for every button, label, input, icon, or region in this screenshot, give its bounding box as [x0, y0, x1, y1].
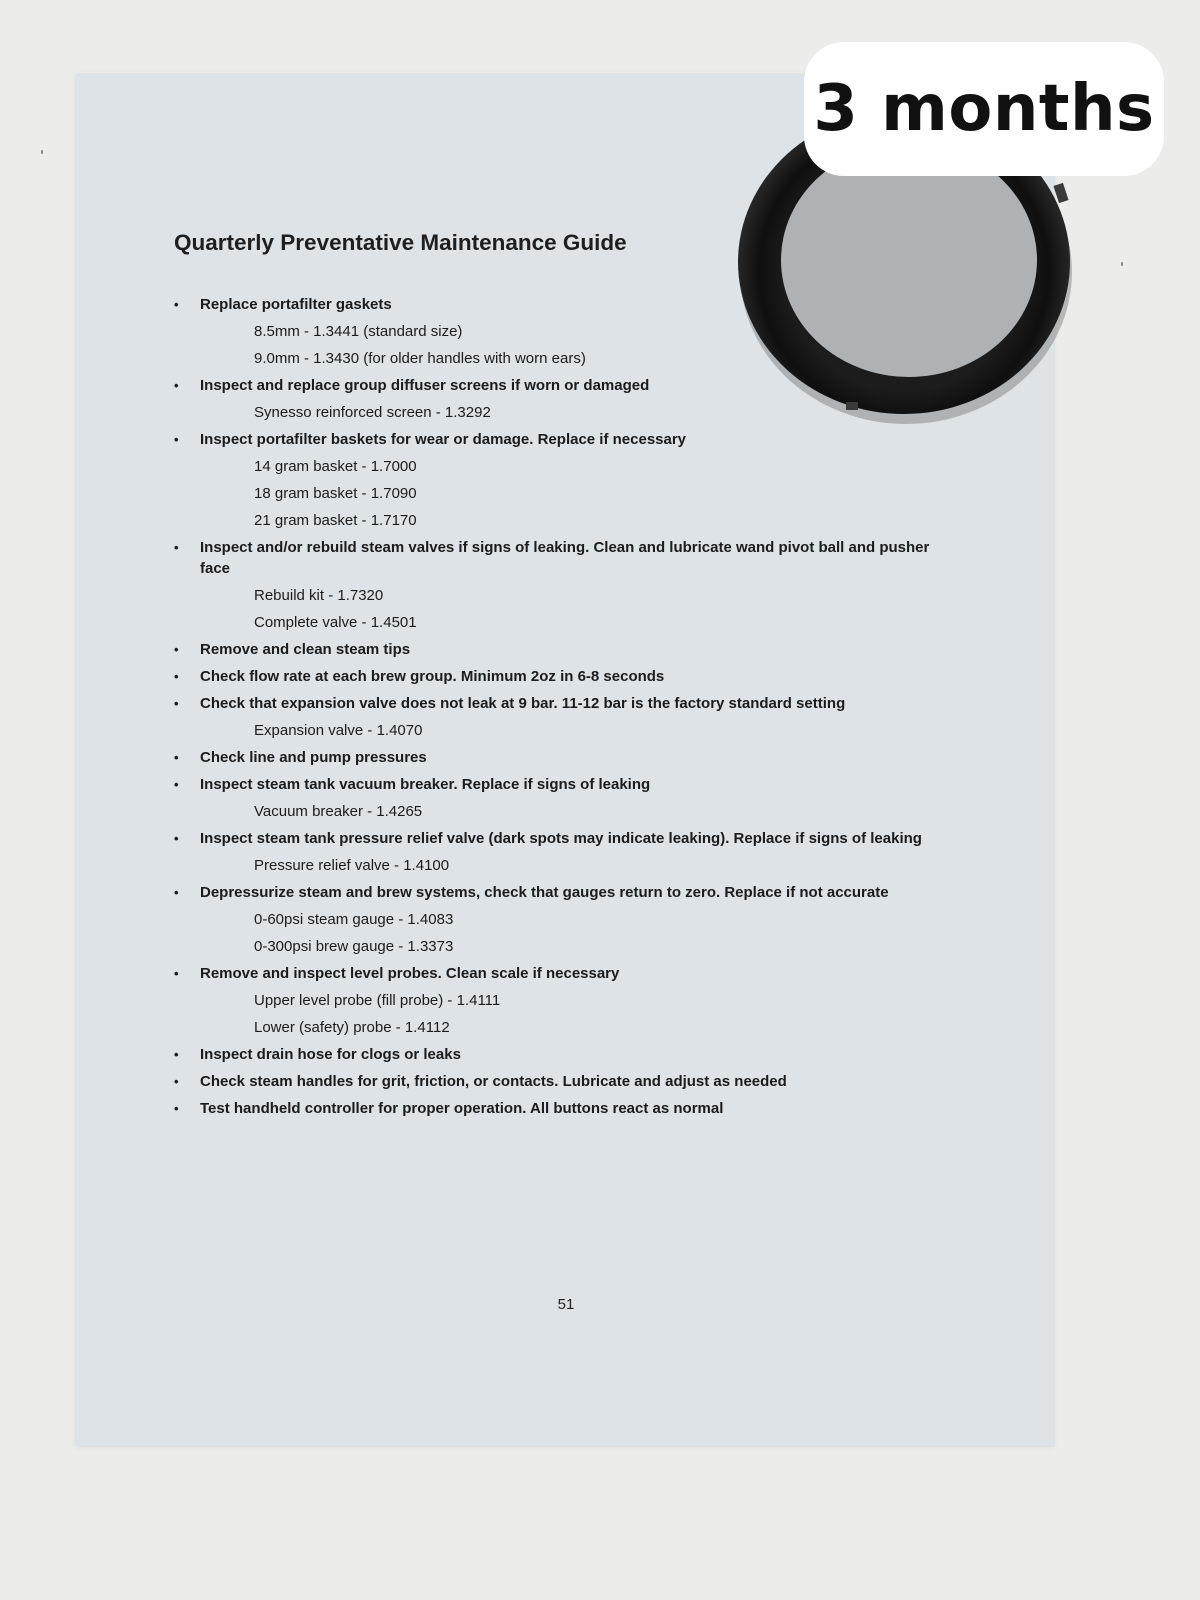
background-speck: [1121, 262, 1123, 266]
checklist-item-head: [170, 1042, 960, 1069]
page-number: 51: [557, 1296, 575, 1313]
checklist-item: [170, 691, 960, 745]
checklist-item-text: Inspect drain hose for clogs or leaks: [200, 1045, 461, 1063]
checklist-item-text: Inspect and replace group diffuser screens if worn or damaged: [200, 377, 650, 394]
part-number-line: 0-60psi steam gauge - 1.4083: [254, 910, 454, 928]
checklist-item-head: [170, 292, 960, 319]
part-number-line: 0-300psi brew gauge - 1.3373: [254, 937, 454, 955]
checklist-item: [170, 826, 960, 880]
part-number-line: Vacuum breaker - 1.4265: [254, 802, 423, 820]
part-number-line: 9.0mm - 1.3430 (for older handles with worn ears): [254, 350, 586, 367]
checklist-item: [170, 1069, 960, 1096]
checklist-item-head: [170, 745, 960, 772]
checklist-item: [170, 745, 960, 772]
bullet-icon: •: [174, 668, 179, 684]
checklist-item-text: Remove and clean steam tips: [200, 640, 411, 658]
checklist-item-text: Remove and inspect level probes. Clean scale if necessary: [200, 964, 620, 982]
part-number-line: 8.5mm - 1.3441 (standard size): [254, 323, 463, 340]
checklist-item: [170, 292, 960, 373]
part-number-line: Rebuild kit - 1.7320: [254, 586, 384, 604]
checklist-item: [170, 772, 960, 826]
checklist-item-text: Check line and pump pressures: [200, 748, 427, 766]
bullet-icon: •: [174, 641, 179, 657]
part-number-line: Pressure relief valve - 1.4100: [254, 856, 450, 874]
bullet-icon: •: [174, 884, 179, 900]
part-number-line: Synesso reinforced screen - 1.3292: [254, 404, 491, 421]
part-number-line: Complete valve - 1.4501: [254, 613, 417, 631]
checklist-item: [170, 535, 960, 637]
part-number-line: 18 gram basket - 1.7090: [254, 485, 417, 502]
checklist-item-text: Test handheld controller for proper operation. All buttons react as normal: [200, 1099, 724, 1117]
part-number-line: Expansion valve - 1.4070: [254, 721, 423, 739]
duration-badge-label: 3 months: [813, 72, 1155, 146]
checklist-item-text: Inspect steam tank pressure relief valve (dark spots may indicate leaking). Replace if signs of leaking: [200, 829, 922, 847]
checklist-item-text: Depressurize steam and brew systems, check that gauges return to zero. Replace if not accurate: [200, 883, 889, 901]
bullet-icon: •: [174, 749, 179, 765]
checklist-item-text: Check that expansion valve does not leak at 9 bar. 11-12 bar is the factory standard setting: [200, 694, 846, 712]
checklist-item-head: [170, 535, 960, 583]
checklist-item-head: [170, 664, 960, 691]
maintenance-checklist: [170, 292, 960, 1123]
checklist-item-head: [170, 961, 960, 988]
bullet-icon: •: [174, 1073, 179, 1089]
page-title: Quarterly Preventative Maintenance Guide: [174, 230, 627, 255]
checklist-item-text: Inspect and/or rebuild steam valves if signs of leaking. Clean and lubricate wand pivot ball and pusher face: [200, 539, 930, 577]
part-number-line: Upper level probe (fill probe) - 1.4111: [254, 991, 501, 1009]
bullet-icon: •: [174, 540, 179, 555]
part-number-line: 21 gram basket - 1.7170: [254, 512, 417, 529]
duration-badge: [804, 42, 1164, 176]
checklist-item-head: [170, 427, 960, 454]
bullet-icon: •: [174, 1046, 179, 1062]
bullet-icon: •: [174, 965, 179, 981]
checklist-item-head: [170, 1096, 960, 1123]
checklist-item-head: [170, 772, 960, 799]
bullet-icon: •: [174, 378, 179, 393]
part-number-line: 14 gram basket - 1.7000: [254, 458, 417, 475]
bullet-icon: •: [174, 297, 179, 312]
checklist-item-head: [170, 373, 960, 400]
checklist-item-text: Inspect portafilter baskets for wear or damage. Replace if necessary: [200, 431, 687, 448]
bullet-icon: •: [174, 776, 179, 792]
checklist-item: [170, 880, 960, 961]
checklist-item-head: [170, 691, 960, 718]
checklist-item-head: [170, 880, 960, 907]
bullet-icon: •: [174, 695, 179, 711]
background-speck: [41, 150, 43, 154]
checklist-item-text: Inspect steam tank vacuum breaker. Replace if signs of leaking: [200, 775, 651, 793]
checklist-item: [170, 664, 960, 691]
checklist-item: [170, 961, 960, 1042]
checklist-item-head: [170, 826, 960, 853]
checklist-item-text: Check steam handles for grit, friction, or contacts. Lubricate and adjust as needed: [200, 1072, 787, 1090]
bullet-icon: •: [174, 432, 179, 447]
checklist-item: [170, 1042, 960, 1069]
bullet-icon: •: [174, 1100, 179, 1116]
checklist-item: [170, 1096, 960, 1123]
part-number-line: Lower (safety) probe - 1.4112: [254, 1018, 450, 1036]
checklist-item: [170, 637, 960, 664]
checklist-item: [170, 427, 960, 535]
checklist-item-text: Check flow rate at each brew group. Minimum 2oz in 6-8 seconds: [200, 667, 665, 685]
checklist-item-text: Replace portafilter gaskets: [200, 296, 392, 313]
checklist-item: [170, 373, 960, 427]
checklist-item-head: [170, 637, 960, 664]
bullet-icon: •: [174, 830, 179, 846]
checklist-item-head: [170, 1069, 960, 1096]
